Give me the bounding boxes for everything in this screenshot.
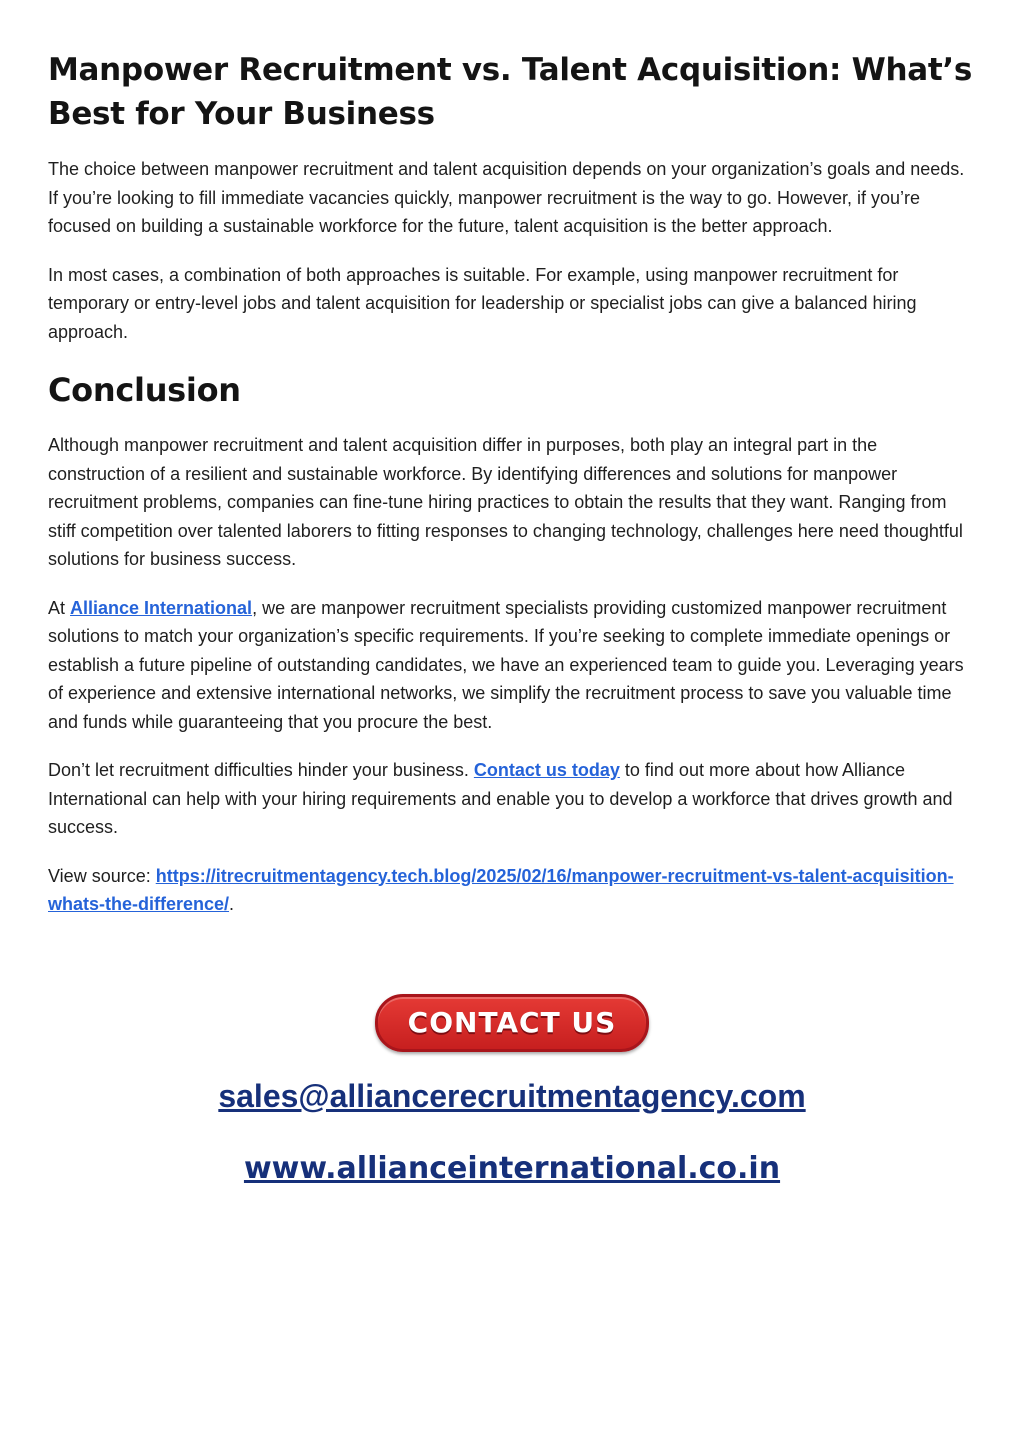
contact-us-button[interactable]: CONTACT US xyxy=(375,994,649,1052)
paragraph-source xyxy=(48,862,973,919)
source-link[interactable]: https://itrecruitmentagency.tech.blog/2025/02/16/manpower-recruitment-vs-talent-acquisition-whats-the-difference/ xyxy=(48,865,954,914)
paragraph-choice: The choice between manpower recruitment and talent acquisition depends on your organization’s goals and needs. If you’re looking to fill immediate vacancies quickly, manpower recruitment is the way to go. However, if you’re focused on building a sustainable workforce for the future, talent acquisition is the better approach. xyxy=(48,159,965,236)
paragraph-alliance xyxy=(48,594,973,737)
contact-suffix: to find out more about how Alliance International can help with your hiring requirements and enable you to develop a workforce that drives growth and success. xyxy=(48,760,953,837)
article xyxy=(48,48,973,939)
paragraph-contact xyxy=(48,756,973,842)
website-link[interactable]: www.allianceinternational.co.in xyxy=(243,1151,781,1186)
source-label: View source: xyxy=(48,865,156,886)
conclusion-heading: Conclusion xyxy=(48,371,241,409)
alliance-suffix: , we are manpower recruitment specialists providing customized manpower recruitment solutions to match your organization’s specific requirements. If you’re seeking to complete immediate openings or establish a future pipeline of outstanding candidates, we have an experienced team to guide you. Leveraging years of experience and extensive international networks, we simplify the recruitment process to save you valuable time and funds while guaranteeing that you procure the best. xyxy=(48,597,964,732)
email-line xyxy=(0,1076,1024,1116)
alliance-prefix: At xyxy=(48,597,71,618)
contact-us-today-link[interactable]: Contact us today xyxy=(473,760,620,780)
page-title: Manpower Recruitment vs. Talent Acquisition: What’s Best for Your Business xyxy=(48,52,973,132)
alliance-international-link[interactable]: Alliance International xyxy=(70,597,253,618)
contact-prefix: Don’t let recruitment difficulties hinder your business. xyxy=(48,760,474,780)
paragraph-combination: In most cases, a combination of both approaches is suitable. For example, using manpower recruitment for temporary or entry-level jobs and talent acquisition for leadership or specialist jobs can give a balanced hiring approach. xyxy=(48,264,917,342)
email-link[interactable]: sales@alliancerecruitmentagency.com xyxy=(218,1078,806,1114)
contact-cta xyxy=(0,994,1024,1052)
website-line xyxy=(0,1148,1024,1190)
paragraph-conclusion: Although manpower recruitment and talent acquisition differ in purposes, both play an integral part in the construction of a resilient and sustainable workforce. By identifying differences and solutions for manpower recruitment problems, companies can fine-tune hiring practices to obtain the results that they want. Ranging from stiff competition over talented laborers to fitting responses to changing technology, challenges here need thoughtful solutions for business success. xyxy=(48,435,963,569)
source-end: . xyxy=(229,894,235,914)
